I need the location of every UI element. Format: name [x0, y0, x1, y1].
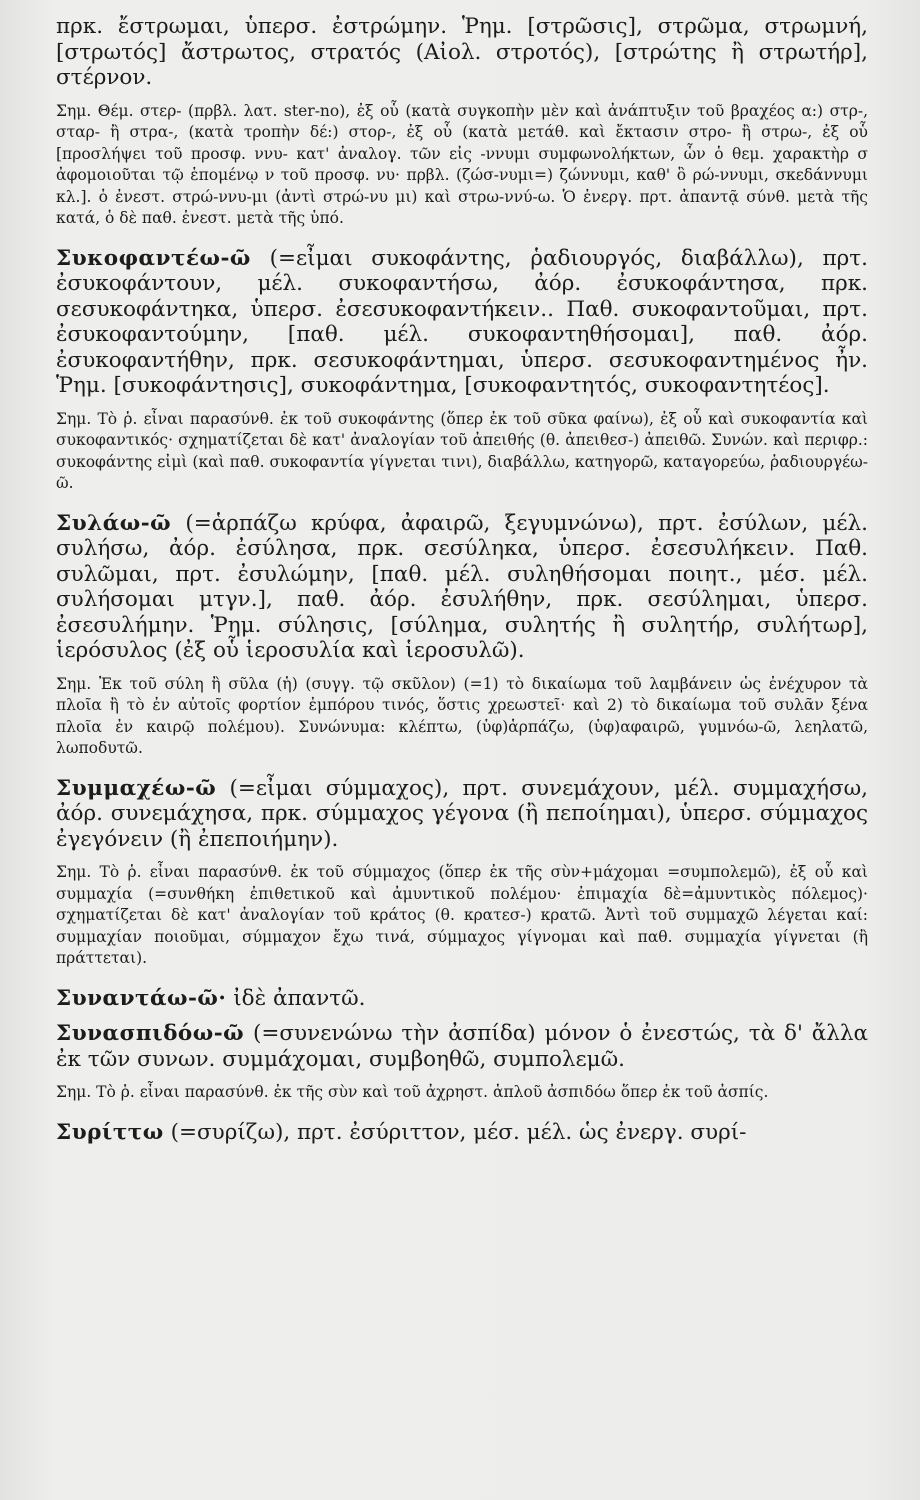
headword: Συμμαχέω-ῶ — [56, 775, 217, 801]
entry-sylao-note — [56, 674, 868, 760]
note-text: Σημ. Τὸ ῥ. εἶναι παρασύνθ. ἐκ τοῦ συκοφάντης (ὅπερ ἐκ τοῦ σῦκα φαίνω), ἐξ οὗ καὶ συκοφαντία καὶ συκοφαντικός· σχηματίζεται δὲ κατ' ἀναλογίαν τοῦ ἀπειθής (θ. ἀπειθεσ-) ἀπειθῶ. Συνών. καὶ περιφρ.: συκοφάντης εἰμὶ (καὶ παθ. συκοφαντία γίγνεται τινι), διαβάλλω, κατηγορῶ, καταγορεύω, ῥαδιουργέω-ῶ. — [56, 409, 868, 492]
entry-text: (=συρίζω), πρτ. ἐσύριττον, μέσ. μέλ. ὡς ἐνεργ. συρί- — [163, 1119, 747, 1145]
entry-symmacheo-note — [56, 862, 868, 970]
entry-text: (=εἶμαι σύμμαχος), πρτ. συνεμάχουν, μέλ. συμμαχήσω, ἀόρ. συνεμάχησα, πρκ. σύμμαχος γέγονα (ἢ πεποίημαι), ὑπερσ. σύμμαχος ἐγεγόνειν (ἢ ἐπεποιήμην). — [56, 775, 868, 852]
entry-text: (=ἁρπάζω κρύφα, ἀφαιρῶ, ξεγυμνώνω), πρτ. ἐσύλων, μέλ. συλήσω, ἀόρ. ἐσύλησα, πρκ. σεσύληκα, ὑπερσ. ἐσεσυλήκειν. Παθ. συλῶμαι, πρτ. ἐσυλώμην, [παθ. μέλ. συληθήσομαι ποιητ., μέσ. μέλ. συλήσομαι μτγν.], παθ. ἀόρ. ἐσυλήθην, πρκ. σεσύλημαι, ὑπερσ. ἐσεσυλήμην. Ῥημ. σύλησις, [σύλημα, συλητής ἢ συλητήρ, συλήτωρ], ἱερόσυλος (ἐξ οὗ ἱεροσυλία καὶ ἱεροσυλῶ). — [56, 510, 868, 663]
entry-strono-note — [56, 101, 868, 230]
entry-text: πρκ. ἔστρωμαι, ὑπερσ. ἐστρώμην. Ῥημ. [στρῶσις], στρῶμα, στρωμνή, [στρωτός] ἄστρωτος, στρατός (Αἰολ. στροτός), [στρώτης ἢ στρωτήρ], στέρνον. — [56, 14, 868, 90]
entry-text: ἰδὲ ἀπαντῶ. — [226, 985, 366, 1011]
entry-sykophanteo-note — [56, 409, 868, 495]
note-text: Σημ. Τὸ ῥ. εἶναι παρασύνθ. ἐκ τοῦ σύμμαχος (ὅπερ ἐκ τῆς σὺν+μάχομαι =συμπολεμῶ), ἐξ οὗ καὶ συμμαχία (=συνθήκη ἐπιθετικοῦ καὶ ἀμυντικοῦ πολέμου· ἐπιμαχία δὲ=ἀμυντικὸς πόλεμος)· σχηματίζεται δὲ κατ' ἀναλογίαν τοῦ κράτος (θ. κρατεσ-) κρατῶ. Ἀντὶ τοῦ συμμαχῶ λέγεται καί: συμμαχίαν ποιοῦμαι, σύμμαχον ἔχω τινά, σύμμαχος γίγνομαι καὶ παθ. συμμαχία γίγνεται (ἢ πράττεται). — [56, 863, 868, 967]
headword: Συλάω-ῶ — [56, 510, 172, 536]
entry-synaspidoo — [56, 1021, 868, 1072]
entry-text: (=συνενώνω τὴν ἀσπίδα) μόνον ὁ ἐνεστώς, τὰ δ' ἄλλα ἐκ τῶν συνων. συμμάχομαι, συμβοηθῶ, συμπολεμῶ. — [56, 1021, 868, 1072]
headword: Συκοφαντέω-ῶ — [56, 245, 251, 271]
entry-sylao — [56, 511, 868, 664]
entry-synantao — [56, 986, 868, 1012]
note-text: Σημ. Θέμ. στερ- (πρβλ. λατ. ster-no), ἐξ οὗ (κατὰ συγκοπὴν μὲν καὶ ἀνάπτυξιν τοῦ βραχέος α:) στρ-, σταρ- ἢ στρα-, (κατὰ τροπὴν δέ:) στορ-, ἐξ οὗ (κατὰ μετάθ. καὶ ἔκτασιν στρο- ἢ στρω-, ἐξ οὗ [προσλήψει τοῦ προσφ. ννυ- κατ' ἀναλογ. τῶν εἰς -ννυμι συμφωνολήκτων, ὧν ὁ θεμ. χαρακτὴρ σ ἀφομοιοῦται τῷ ἑπομένῳ ν τοῦ προσφ. νυ· πρβλ. (ζώσ-νυμι=) ζώννυμι, καθ' ὃ ρώ-ννυμι, σκεδάννυμι κλ.]. ὁ ἐνεστ. στρώ-ννυ-μι (ἀντὶ στρώ-νυ μι) καὶ στρω-ννύ-ω. Ὁ ἐνεργ. πρτ. ἀπαντᾷ σύνθ. μετὰ τῆς κατά, ὁ δὲ παθ. ἐνεστ. μετὰ τῆς ὑπό. — [56, 101, 868, 227]
entry-symmacheo — [56, 776, 868, 853]
headword: Συναντάω-ῶ· — [56, 985, 227, 1011]
entry-synaspidoo-note — [56, 1082, 868, 1104]
entry-syritto — [56, 1120, 868, 1146]
headword: Συνασπιδόω-ῶ — [56, 1021, 245, 1046]
entry-sykophanteo — [56, 246, 868, 399]
note-text: Σημ. Ἐκ τοῦ σύλη ἢ σῦλα (ἡ) (συγγ. τῷ σκῦλον) (=1) τὸ δικαίωμα τοῦ λαμβάνειν ὡς ἐνέχυρον τὰ πλοῖα ἢ τὸ ἐν αὐτοῖς φορτίον ἐμπόρου τινός, ὅστις χρεωστεῖ· καὶ 2) τὸ δικαίωμα τοῦ συλᾶν ξένα πλοῖα ἐν καιρῷ πολέμου). Συνώνυμα: κλέπτω, (ὑφ)ἁρπάζω, (ὑφ)αφαιρῶ, γυμνόω-ῶ, λεηλατῶ, λωποδυτῶ. — [56, 674, 868, 757]
headword: Συρίττω — [56, 1119, 164, 1145]
entry-text: (=εἶμαι συκοφάντης, ῥαδιουργός, διαβάλλω), πρτ. ἐσυκοφάντουν, μέλ. συκοφαντήσω, ἀόρ. ἐσυκοφάντησα, πρκ. σεσυκοφάντηκα, ὑπερσ. ἐσεσυκοφαντήκειν.. Παθ. συκοφαντοῦμαι, πρτ. ἐσυκοφαντούμην, [παθ. μέλ. συκοφαντηθήσομαι], παθ. ἀόρ. ἐσυκοφαντήθην, πρκ. σεσυκοφάντημαι, ὑπερσ. σεσυκοφαντημένος ἦν. Ῥημ. [συκοφάντησις], συκοφάντημα, [συκοφαντητός, συκοφαντητέος]. — [56, 245, 868, 398]
entry-strono-forms — [56, 14, 868, 91]
note-text: Σημ. Τὸ ῥ. εἶναι παρασύνθ. ἐκ τῆς σὺν καὶ τοῦ ἀχρηστ. ἁπλοῦ ἀσπιδόω ὅπερ ἐκ τοῦ ἀσπίς. — [56, 1083, 769, 1101]
